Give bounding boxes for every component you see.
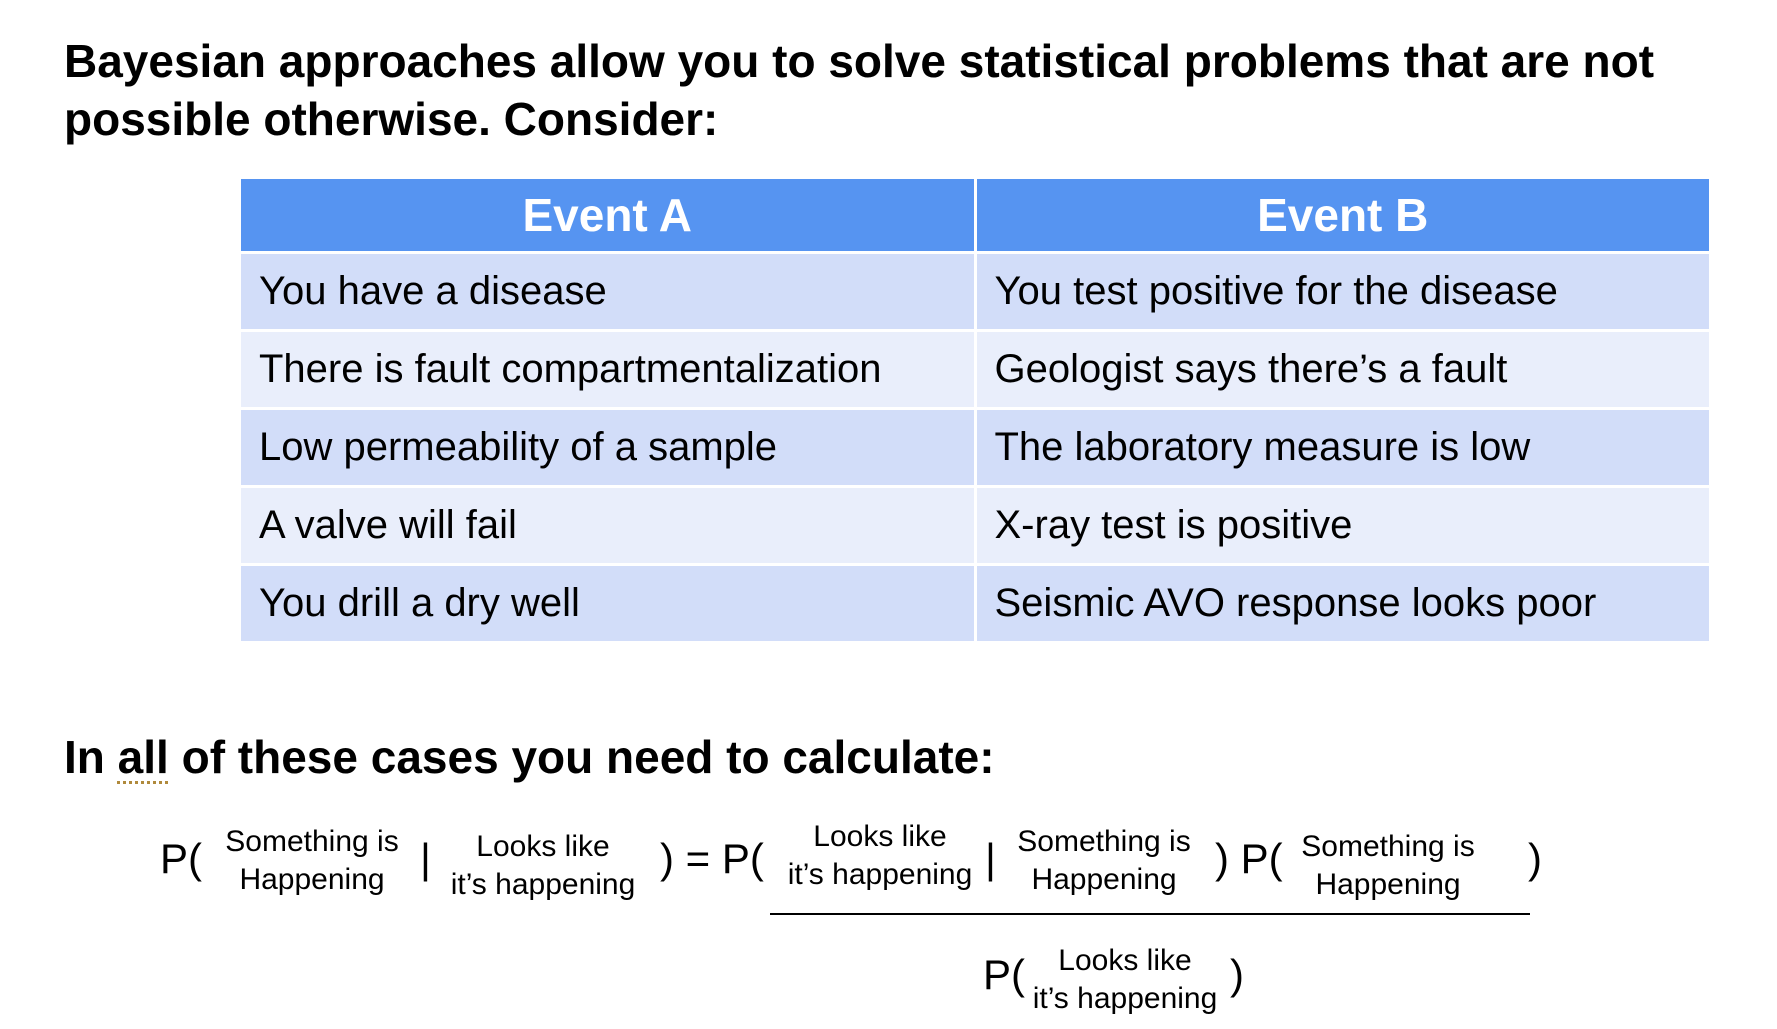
event-b-cell: The laboratory measure is low [977,410,1710,485]
event-a-cell: You have a disease [241,254,974,329]
event-b-cell: X-ray test is positive [977,488,1710,563]
happening-text: Happening [1315,868,1461,901]
formula-numerator-looks-like [780,818,980,894]
event-a-cell: There is fault compartmentalization [241,332,974,407]
something-is-text: Something is [1301,830,1475,863]
formula-term-looks-like [443,828,643,904]
intro-line-2: possible otherwise. Consider: [64,93,719,145]
event-a-cell: You drill a dry well [241,566,974,641]
formula-term-something-happening [212,823,412,899]
formula-equals-p-open: ) = P( [660,835,764,882]
its-happening-text: it’s happening [450,868,636,901]
formula-given-bar-1: | [420,835,431,882]
event-a-cell: Low permeability of a sample [241,410,974,485]
formula-numerator-something-happening [1004,823,1204,899]
table-row [241,488,1709,563]
something-is-text: Something is [225,825,399,858]
intro-line-1: Bayesian approaches allow you to solve statistical problems that are not [64,35,1655,87]
formula-denominator-looks-like [1025,942,1225,1018]
table-row [241,410,1709,485]
table-row [241,566,1709,641]
something-is-text: Something is [1017,825,1191,858]
events-table [238,176,1712,644]
event-b-cell: Seismic AVO response looks poor [977,566,1710,641]
calc-heading-suffix: of these cases you need to calculate: [168,731,995,783]
header-event-a: Event A [241,179,974,251]
formula-p-open-1: P( [160,835,202,882]
calc-heading-underlined-word: all [117,731,169,783]
table-row [241,254,1709,329]
event-b-cell: Geologist says there’s a fault [977,332,1710,407]
event-a-cell: A valve will fail [241,488,974,563]
formula-close-p-open: ) P( [1215,835,1283,882]
calc-heading [64,728,995,786]
table-header-row [241,179,1709,251]
header-event-b: Event B [977,179,1710,251]
formula-prior-something-happening [1288,828,1488,904]
looks-like-text: Looks like [476,830,610,863]
its-happening-text: it’s happening [1032,982,1218,1015]
formula-given-bar-2: | [985,835,996,882]
happening-text: Happening [239,863,385,896]
formula-denominator-close: ) [1230,951,1244,998]
happening-text: Happening [1031,863,1177,896]
its-happening-text: it’s happening [787,858,973,891]
fraction-line [770,913,1530,915]
formula-denominator-p-open: P( [983,951,1025,998]
event-b-cell: You test positive for the disease [977,254,1710,329]
formula-close-paren: ) [1528,835,1542,882]
looks-like-text: Looks like [1058,944,1192,977]
looks-like-text: Looks like [813,820,947,853]
calc-heading-prefix: In [64,731,118,783]
table-row [241,332,1709,407]
